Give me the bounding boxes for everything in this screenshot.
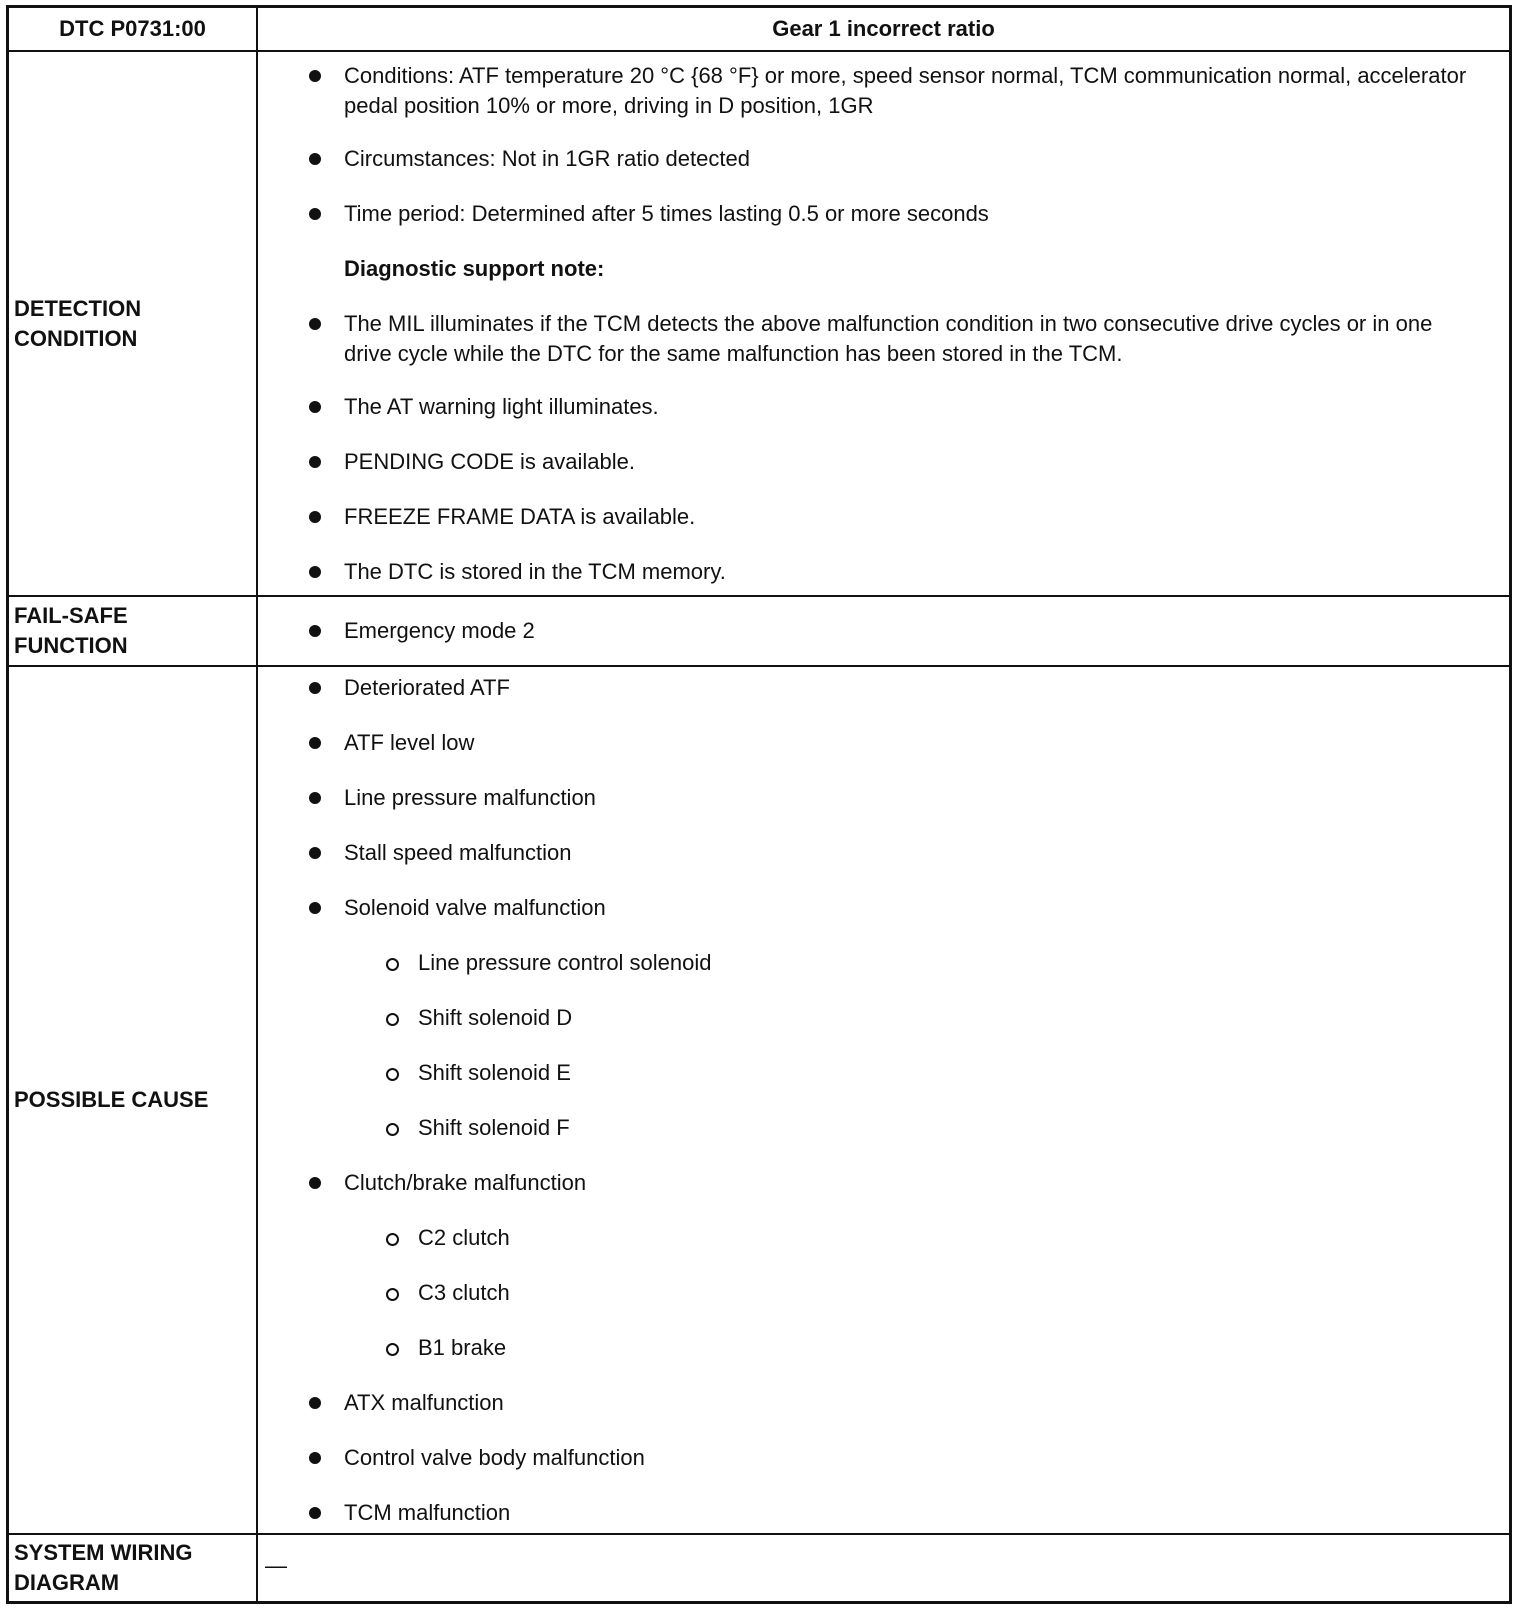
item-text: Deteriorated ATF: [344, 675, 510, 700]
bullet-icon: [309, 625, 321, 637]
item-text: C2 clutch: [418, 1225, 510, 1250]
circle-bullet-icon: [386, 1123, 399, 1136]
bullet-icon: [309, 1397, 321, 1409]
fail-safe-label: [14, 597, 250, 665]
bullet-icon: [309, 737, 321, 749]
item-text: ATX malfunction: [344, 1390, 504, 1415]
item-text: Conditions: ATF temperature 20 °C {68 °F} or more, speed sensor normal, TCM communication normal, accelerator pedal position 10% or more, driving in D position, 1GR: [344, 63, 1467, 118]
bullet-icon: [309, 792, 321, 804]
bullet-icon: [309, 318, 321, 330]
dtc-title: Gear 1 incorrect ratio: [772, 16, 995, 41]
bullet-icon: [309, 1177, 321, 1189]
item-text: Line pressure malfunction: [344, 785, 596, 810]
bullet-icon: [309, 511, 321, 523]
item-text: Shift solenoid F: [418, 1115, 570, 1140]
detection-label-line2: CONDITION: [14, 325, 138, 351]
detection-label-line1: DETECTION: [14, 295, 142, 321]
bullet-icon: [309, 208, 321, 220]
detection-condition-label: [14, 52, 250, 595]
item-text: Control valve body malfunction: [344, 1445, 645, 1470]
fail-safe-cell: [259, 597, 1505, 665]
system-wiring-cell: [259, 1535, 1505, 1601]
note-heading-text: Diagnostic support note:: [344, 256, 605, 281]
circle-bullet-icon: [386, 1233, 399, 1246]
circle-bullet-icon: [386, 1013, 399, 1026]
system-wiring-label: [14, 1535, 250, 1601]
item-text: Clutch/brake malfunction: [344, 1170, 587, 1195]
bullet-icon: [309, 153, 321, 165]
wiring-label-line2: DIAGRAM: [14, 1570, 120, 1595]
bullet-icon: [309, 70, 321, 82]
dtc-code: DTC P0731:00: [59, 16, 206, 41]
item-text: TCM malfunction: [344, 1500, 511, 1525]
circle-bullet-icon: [386, 1288, 399, 1301]
bullet-icon: [309, 456, 321, 468]
bullet-icon: [309, 847, 321, 859]
item-text: Line pressure control solenoid: [418, 950, 712, 975]
detection-condition-cell: [259, 52, 1505, 595]
circle-bullet-icon: [386, 1068, 399, 1081]
item-text: The DTC is stored in the TCM memory.: [344, 559, 726, 584]
item-text: PENDING CODE is available.: [344, 449, 635, 474]
item-text: Solenoid valve malfunction: [344, 895, 606, 920]
possible-cause-label: [14, 667, 250, 1533]
column-divider: [256, 8, 258, 1601]
dtc-table: [6, 5, 1512, 1604]
item-text: ATF level low: [344, 730, 475, 755]
bullet-icon: [309, 1452, 321, 1464]
item-text: Circumstances: Not in 1GR ratio detected: [344, 146, 750, 171]
fail-safe-label-line1: FAIL-SAFE: [14, 603, 128, 628]
item-text: Time period: Determined after 5 times lasting 0.5 or more seconds: [344, 201, 989, 226]
item-text: C3 clutch: [418, 1280, 510, 1305]
item-text: Shift solenoid D: [418, 1005, 573, 1030]
item-text: Emergency mode 2: [344, 618, 535, 643]
bullet-icon: [309, 902, 321, 914]
item-text: B1 brake: [418, 1335, 507, 1360]
bullet-icon: [309, 1507, 321, 1519]
item-text: FREEZE FRAME DATA is available.: [344, 504, 696, 529]
circle-bullet-icon: [386, 958, 399, 971]
possible-cause-label-text: POSSIBLE CAUSE: [14, 1087, 209, 1112]
circle-bullet-icon: [386, 1343, 399, 1356]
item-text: Shift solenoid E: [418, 1060, 571, 1085]
bullet-icon: [309, 401, 321, 413]
wiring-label-line1: SYSTEM WIRING: [14, 1540, 193, 1565]
item-text: Stall speed malfunction: [344, 840, 572, 865]
item-text: The AT warning light illuminates.: [344, 394, 659, 419]
possible-cause-cell: [259, 667, 1505, 1533]
bullet-icon: [309, 566, 321, 578]
bullet-icon: [309, 682, 321, 694]
item-text: The MIL illuminates if the TCM detects the above malfunction condition in two consecutive drive cycles or in one drive cycle while the DTC for the same malfunction has been stored in the TCM.: [344, 311, 1433, 366]
wiring-value: —: [265, 1553, 287, 1578]
fail-safe-label-line2: FUNCTION: [14, 633, 128, 658]
